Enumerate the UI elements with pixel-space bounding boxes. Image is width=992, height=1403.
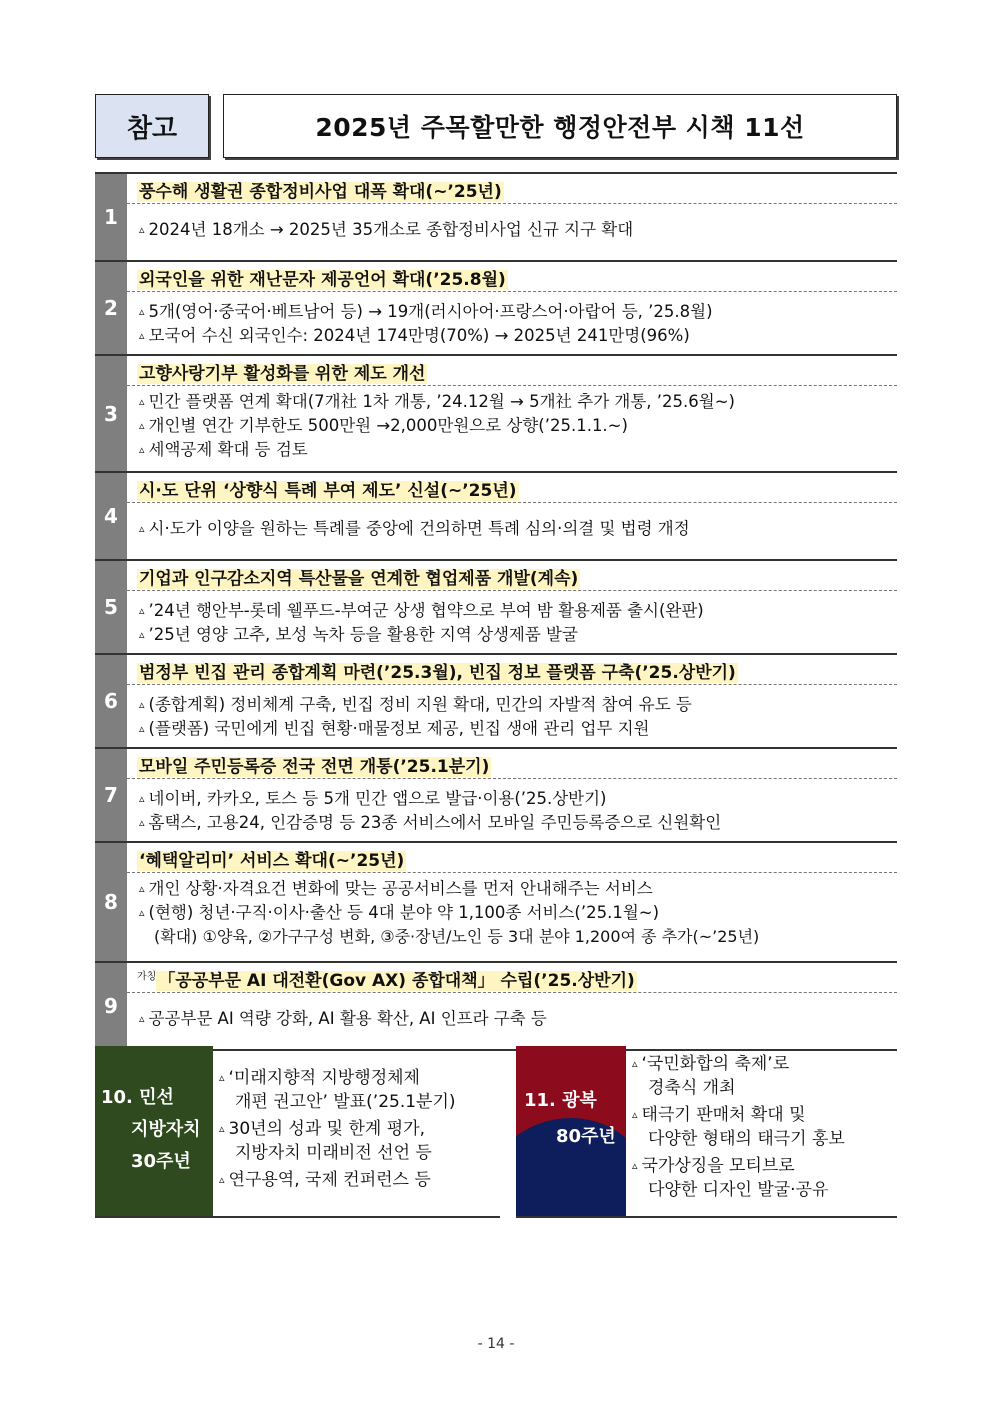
triangle-bullet-icon: ▵: [139, 305, 145, 318]
item-title: 시·도 단위 ‘상향식 특례 부여 제도’ 신설(~’25년): [139, 481, 517, 501]
policy-item-6: [95, 653, 897, 747]
item-title: 기업과 인구감소지역 특산물을 연계한 협업제품 개발(계속): [139, 569, 579, 589]
triangle-bullet-icon: ▵: [139, 816, 145, 829]
item-number: 9: [95, 963, 127, 1049]
panel-liberation-bullets: [632, 1052, 845, 1205]
panel-head-line: 11. 광복: [524, 1090, 597, 1111]
item-title: 고향사랑기부 활성화를 위한 제도 개선: [139, 364, 426, 384]
policy-item-9: [95, 961, 897, 1051]
triangle-bullet-icon: ▵: [139, 419, 145, 432]
item-number: 1: [95, 174, 127, 260]
item-bullet: ▵ 세액공제 확대 등 검토: [139, 440, 308, 459]
triangle-bullet-icon: ▵: [139, 906, 145, 919]
panel-liberation-head: [516, 1046, 626, 1216]
item-bullet-sub: (확대) ①양육, ②가구구성 변화, ③중·장년/노인 등 3대 분야 1,200여 종 추가(~’25년): [154, 927, 760, 946]
item-title: 모바일 주민등록증 전국 전면 개통(’25.1분기): [139, 757, 490, 777]
triangle-bullet-icon: ▵: [139, 522, 145, 535]
panel-bullet: ▵ ‘국민화합의 축제’로 경축식 개최: [632, 1054, 790, 1098]
triangle-bullet-icon: ▵: [139, 1012, 145, 1025]
policy-item-8: [95, 841, 897, 961]
triangle-bullet-icon: ▵: [139, 882, 145, 895]
policy-item-2: [95, 260, 897, 354]
item-title: 풍수해 생활권 종합정비사업 대폭 확대(~’25년): [139, 182, 502, 202]
item-bullet: ▵ (현행) 청년·구직·이사·출산 등 4대 분야 약 1,100종 서비스(’25.1월~): [139, 903, 660, 922]
tentative-label: 가칭: [137, 971, 157, 983]
triangle-bullet-icon: ▵: [219, 1122, 225, 1135]
panel-liberation: [516, 1046, 897, 1218]
item-number: 8: [95, 843, 127, 961]
item-bullet: ▵ (종합계획) 정비체계 구축, 빈집 정비 지원 확대, 민간의 자발적 참여 유도 등: [139, 695, 692, 714]
item-number: 7: [95, 749, 127, 841]
policy-item-4: [95, 471, 897, 559]
triangle-bullet-icon: ▵: [139, 628, 145, 641]
triangle-bullet-icon: ▵: [632, 1057, 638, 1070]
panel-local-autonomy: [95, 1046, 500, 1218]
panel-bullet: ▵ 국가상징을 모티브로 다양한 디자인 발굴·공유: [632, 1156, 829, 1200]
policy-item-1: [95, 172, 897, 260]
triangle-bullet-icon: ▵: [139, 722, 145, 735]
panel-bullet: ▵ 태극기 판매처 확대 및 다양한 형태의 태극기 홍보: [632, 1105, 845, 1149]
item-bullet: ▵ 시·도가 이양을 원하는 특례를 중앙에 건의하면 특례 심의·의결 및 법령 개정: [139, 519, 690, 538]
item-bullet: ▵ 홈택스, 고용24, 인감증명 등 23종 서비스에서 모바일 주민등록증으로 신원확인: [139, 813, 722, 832]
item-number: 2: [95, 262, 127, 354]
panel-local-autonomy-head: [95, 1046, 213, 1216]
item-bullet: ▵ (플랫폼) 국민에게 빈집 현황·매물정보 제공, 빈집 생애 관리 업무 지원: [139, 719, 650, 738]
triangle-bullet-icon: ▵: [139, 395, 145, 408]
triangle-bullet-icon: ▵: [139, 329, 145, 342]
triangle-bullet-icon: ▵: [632, 1159, 638, 1172]
triangle-bullet-icon: ▵: [139, 792, 145, 805]
item-title: 외국인을 위한 재난문자 제공언어 확대(’25.8월): [139, 270, 506, 290]
page-title: 2025년 주목할만한 행정안전부 시책 11선: [223, 94, 897, 158]
triangle-bullet-icon: ▵: [632, 1108, 638, 1121]
policy-item-5: [95, 559, 897, 653]
item-bullet: ▵ 개인별 연간 기부한도 500만원 →2,000만원으로 상향(’25.1.1.~): [139, 416, 628, 435]
item-bullet: ▵ 5개(영어·중국어·베트남어 등) → 19개(러시아어·프랑스어·아랍어 등, ’25.8월): [139, 302, 713, 321]
panel-head-line: 10. 민선: [101, 1087, 174, 1108]
triangle-bullet-icon: ▵: [219, 1173, 225, 1186]
item-title: 「공공부문 AI 대전환(Gov AX) 종합대책」 수립(’25.상반기): [158, 971, 635, 991]
anniversary-section: [95, 1046, 897, 1218]
triangle-bullet-icon: ▵: [139, 698, 145, 711]
item-bullet: ▵ ’24년 행안부-롯데 웰푸드-부여군 상생 협약으로 부여 밤 활용제품 출시(완판): [139, 601, 704, 620]
policy-item-3: [95, 354, 897, 471]
item-bullet: ▵ 공공부문 AI 역량 강화, AI 활용 확산, AI 인프라 구축 등: [139, 1009, 547, 1028]
panel-head-line: 지방자치: [131, 1119, 201, 1140]
item-bullet: ▵ 개인 상황·자격요건 변화에 맞는 공공서비스를 먼저 안내해주는 서비스: [139, 879, 653, 898]
item-bullet: ▵ 민간 플랫폼 연계 확대(7개社 1차 개통, ’24.12월 → 5개社 추가 개통, ’25.6월~): [139, 392, 735, 411]
panel-bullet: ▵ 30년의 성과 및 한계 평가, 지방자치 미래비전 선언 등: [219, 1119, 432, 1163]
item-bullet: ▵ 2024년 18개소 → 2025년 35개소로 종합정비사업 신규 지구 확대: [139, 220, 634, 239]
triangle-bullet-icon: ▵: [139, 604, 145, 617]
item-number: 5: [95, 561, 127, 653]
page-header: [95, 94, 897, 160]
policy-list: [95, 172, 897, 1051]
panel-bullet: ▵ ‘미래지향적 지방행정체제 개편 권고안’ 발표(’25.1분기): [219, 1068, 456, 1112]
page-number: - 14 -: [477, 1336, 515, 1352]
panel-head-line: 80주년: [556, 1126, 616, 1147]
triangle-bullet-icon: ▵: [139, 443, 145, 456]
triangle-bullet-icon: ▵: [139, 223, 145, 236]
reference-label: 참고: [95, 94, 209, 158]
panel-local-autonomy-bullets: [219, 1066, 456, 1195]
policy-item-7: [95, 747, 897, 841]
triangle-bullet-icon: ▵: [219, 1071, 225, 1084]
item-number: 6: [95, 655, 127, 747]
item-number: 3: [95, 356, 127, 471]
item-bullet: ▵ 모국어 수신 외국인수: 2024년 174만명(70%) → 2025년 241만명(96%): [139, 326, 690, 345]
panel-bullet: ▵ 연구용역, 국제 컨퍼런스 등: [219, 1170, 431, 1190]
item-title: ‘혜택알리미’ 서비스 확대(~’25년): [139, 851, 405, 871]
item-title: 범정부 빈집 관리 종합계획 마련(’25.3월), 빈집 정보 플랫폼 구축(’25.상반기): [139, 663, 736, 683]
item-number: 4: [95, 473, 127, 559]
item-bullet: ▵ ’25년 영양 고추, 보성 녹차 등을 활용한 지역 상생제품 발굴: [139, 625, 578, 644]
panel-head-line: 30주년: [131, 1151, 191, 1172]
item-bullet: ▵ 네이버, 카카오, 토스 등 5개 민간 앱으로 발급·이용(’25.상반기): [139, 789, 607, 808]
